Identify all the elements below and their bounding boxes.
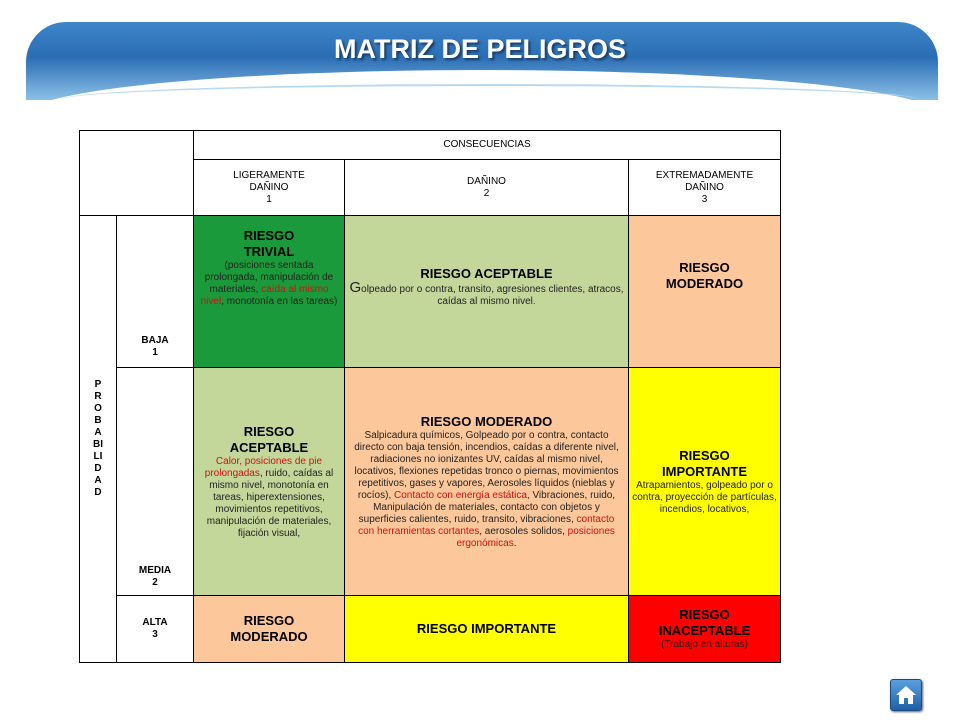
cell-riesgo-importante-media: [629, 368, 781, 596]
cell-riesgo-moderado-alta: [194, 596, 345, 663]
col-header-line1: LIGERAMENTE: [233, 169, 305, 181]
prob-letter: P: [94, 379, 102, 390]
prob-letter: R: [94, 391, 102, 402]
row-level-num: 2: [152, 577, 158, 588]
cell-title: RIESGO: [243, 613, 295, 628]
cell-riesgo-trivial: [194, 216, 345, 368]
probabilidad-label: [80, 216, 117, 663]
cell-description: Atrapamientos, golpeado por o contra, proyección de partículas, incendios, locativos,: [632, 479, 777, 515]
col-header-line2: DAÑINO: [249, 181, 289, 193]
cell-description-highlight: Contacto con energía estática: [394, 489, 527, 501]
prob-letter: D: [94, 463, 102, 474]
prob-letter: O: [94, 403, 102, 414]
cell-riesgo-aceptable-baja: [345, 216, 629, 368]
home-icon: [895, 684, 917, 706]
page-title: MATRIZ DE PELIGROS: [333, 34, 626, 64]
cell-title: RIESGO: [679, 260, 730, 275]
cell-description: olpeado por o contra, transito, agresiones clientes, atracos, caídas al mismo nivel: [361, 284, 624, 307]
cell-description: , aerosoles solidos,: [479, 525, 568, 537]
cell-title: RIESGO ACEPTABLE: [420, 266, 553, 281]
col-header-line2: DAÑINO: [467, 175, 506, 187]
cell-riesgo-moderado-media: [345, 368, 629, 596]
prob-letter: D: [94, 487, 102, 498]
cell-description-highlight: contacto con herramientas cortantes: [358, 513, 615, 537]
hazard-matrix-table: [79, 130, 781, 663]
home-button[interactable]: [890, 679, 922, 711]
cell-title: RIESGO IMPORTANTE: [416, 621, 557, 636]
prob-letter: BI: [93, 439, 103, 450]
cell-riesgo-aceptable-media: [194, 368, 345, 596]
prob-letter: B: [94, 415, 102, 426]
prob-letter: A: [94, 475, 102, 486]
cell-description: Salpicadura químicos, Golpeado por o contra, contacto directo con baja tensión, incendios, caídas a diferente nivel, radiaciones no ionizantes UV, caídas al mismo nivel, locativos, flexiones repetidas tronco o piernas, movimientos repetitivos, gases y vapores, Aerosoles líquidos (nieblas y rocíos),: [354, 429, 619, 501]
col-header-num: 2: [483, 187, 490, 199]
cell-description: .: [513, 537, 517, 549]
corner-empty-cell: [80, 131, 194, 216]
cell-title: ACEPTABLE: [229, 439, 309, 455]
row-level-label: BAJA: [141, 335, 169, 346]
col-header-num: 1: [266, 193, 272, 205]
row-level-num: 3: [152, 629, 158, 640]
cell-description: (Trabajo en alturas): [661, 639, 748, 650]
cell-title: RIESGO: [243, 228, 295, 243]
row-level-num: 1: [152, 347, 158, 358]
col-header-ligeramente-danino: [194, 160, 345, 216]
col-header-line2: DAÑINO: [685, 181, 724, 193]
cell-title: RIESGO: [243, 423, 295, 439]
cell-riesgo-moderado-baja: [629, 216, 781, 368]
consecuencias-header: CONSECUENCIAS: [194, 131, 781, 160]
col-header-num: 3: [701, 193, 708, 205]
cell-description-highlight: Calor, posiciones de pie prolongadas: [204, 455, 323, 479]
cell-riesgo-importante-alta: [345, 596, 629, 663]
cell-title: RIESGO: [679, 607, 730, 622]
col-header-extremadamente-danino: [629, 160, 781, 216]
cell-title: RIESGO MODERADO: [420, 413, 553, 429]
prob-letter: LI: [93, 451, 103, 462]
prob-letter: A: [94, 427, 102, 438]
col-header-danino: [345, 160, 629, 216]
row-header-media: [117, 368, 194, 596]
cell-title: TRIVIAL: [243, 244, 295, 259]
cell-title: INACEPTABLE: [658, 623, 751, 638]
cell-title: RIESGO: [679, 447, 730, 463]
cell-description-highlight: caída al mismo nivel: [200, 284, 329, 307]
row-level-label: ALTA: [142, 617, 168, 628]
cell-riesgo-inaceptable: [629, 596, 781, 663]
cell-title: IMPORTANTE: [662, 463, 747, 479]
cell-description: , Vibraciones, ruido, Manipulación de materiales, contacto con objetos y superficies calientes, ruido, transito, vibraciones,: [358, 489, 616, 525]
cell-description: (posiciones sentada prolongada, manipulación de materiales,: [204, 260, 334, 295]
row-level-label: MEDIA: [138, 565, 172, 576]
cell-title: MODERADO: [230, 629, 308, 644]
cell-description: , ruido, caídas al mismo nivel, monotonía en tareas, hiperextensiones, movimientos repetitivos, manipulación de materiales, fijación visual,: [206, 467, 334, 539]
row-header-alta: [117, 596, 194, 663]
cell-description-highlight: posiciones ergonómicas: [456, 525, 615, 549]
cell-description: , monotonía en las tareas): [221, 296, 338, 307]
cell-description-initial: G: [349, 279, 362, 296]
cell-title: MODERADO: [665, 276, 744, 291]
cell-description-highlight: .: [532, 296, 536, 307]
col-header-line1: EXTREMADAMENTE: [655, 169, 754, 181]
row-header-baja: [117, 216, 194, 368]
